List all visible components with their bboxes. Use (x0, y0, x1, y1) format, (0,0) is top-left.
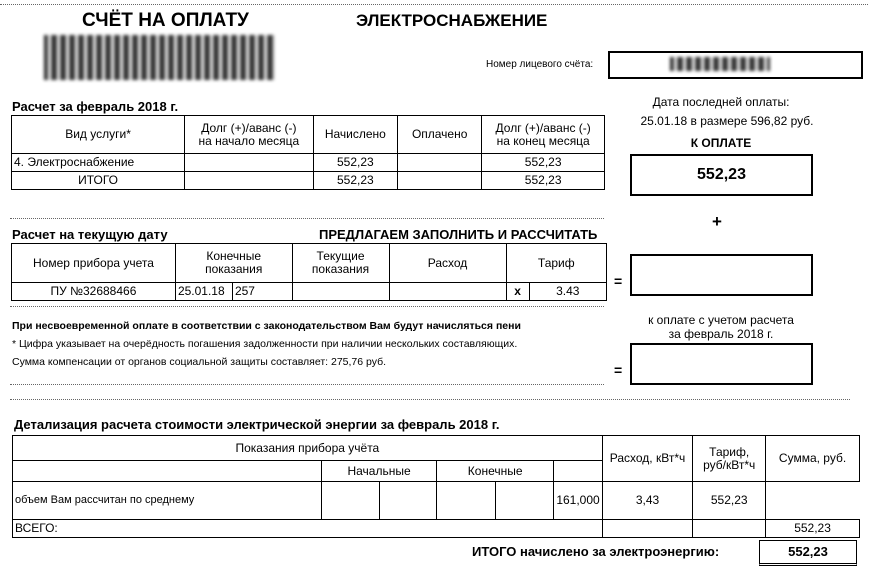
table-row (12, 172, 605, 190)
th-start: Начальные (322, 461, 437, 482)
cell-charged: 552,23 (313, 172, 397, 190)
feb-calc-table (11, 115, 605, 190)
th-end: Конечные (437, 461, 554, 482)
cell-end-a (437, 482, 496, 520)
detail-table (12, 435, 860, 538)
th-paid: Оплачено (398, 116, 482, 154)
top-rule (0, 4, 868, 5)
cell-paid (398, 172, 482, 190)
section-rule (10, 399, 850, 400)
cell-detail-usage: 161,000 (554, 482, 602, 520)
th-tariff-l1: Тариф, (709, 444, 750, 459)
cell-detail-tariff: 3,43 (602, 482, 693, 520)
star-note: * Цифра указывает на очерёдность погашения задолженности при наличии нескольких составляющих. (12, 338, 518, 350)
plus-sign: + (712, 212, 722, 231)
service-title: ЭЛЕКТРОСНАБЖЕНИЕ (356, 11, 548, 30)
th-debt-start-l1: Долг (+)/аванс (-) (201, 120, 297, 135)
th-current-l1: Текущие (316, 249, 365, 263)
section-rule (10, 384, 604, 385)
grand-total-label: ИТОГО начислено за электроэнергию: (472, 544, 720, 559)
cell-debt-end: 552,23 (482, 154, 605, 172)
to-pay-label: К ОПЛАТЕ (690, 136, 752, 150)
th-blank (13, 461, 322, 482)
th-service: Вид услуги* (12, 116, 185, 154)
grand-total-value: 552,23 (759, 540, 857, 566)
current-sum-field[interactable] (630, 254, 813, 296)
th-detail-tariff (693, 436, 766, 482)
th-debt-end (482, 116, 605, 154)
current-calc-table (11, 243, 607, 301)
th-current-l2: показания (311, 262, 370, 276)
cell-charged: 552,23 (313, 154, 397, 172)
th-charged: Начислено (313, 116, 397, 154)
th-meter: Номер прибора учета (12, 244, 176, 283)
cell-current-input[interactable] (292, 283, 389, 301)
cell-debt-end: 552,23 (482, 172, 605, 190)
cell-final-value: 257 (232, 283, 292, 301)
last-payment-line1: Дата последней оплаты: (652, 95, 790, 109)
cell-multiply: x (506, 283, 529, 301)
to-pay-value: 552,23 (630, 154, 813, 196)
th-debt-start-l2: на начало месяца (198, 133, 300, 148)
cell-total-tariff (693, 520, 766, 538)
account-number-field (608, 51, 863, 79)
cell-service: ИТОГО (12, 172, 185, 190)
redacted-area (44, 35, 274, 80)
cell-date: 25.01.18 (175, 283, 232, 301)
current-calc-title: Расчет на текущую дату (12, 227, 168, 242)
redacted-account (670, 57, 770, 71)
table-row (12, 283, 607, 301)
th-debt-end-l2: на конец месяца (496, 133, 590, 148)
last-payment-line2: 25.01.18 в размере 596,82 руб. (640, 114, 814, 128)
th-final (175, 244, 292, 283)
cell-debt-start (185, 154, 313, 172)
detail-title: Детализация расчета стоимости электрической энергии за февраль 2018 г. (14, 417, 500, 432)
cell-paid (398, 154, 482, 172)
cell-total-usage (602, 520, 693, 538)
cell-row-label: объем Вам рассчитан по среднему (13, 482, 322, 520)
cell-service: 4. Электроснабжение (12, 154, 185, 172)
th-debt-end-l1: Долг (+)/аванс (-) (495, 120, 591, 135)
table-row (12, 154, 605, 172)
th-final-l2: показания (205, 262, 263, 276)
compensation-note: Сумма компенсации от органов социальной защиты составляет: 275,76 руб. (12, 356, 387, 368)
cell-detail-sum: 552,23 (693, 482, 766, 520)
equals-sign-1: = (614, 273, 623, 289)
account-label: Номер лицевого счёта: (486, 59, 594, 70)
penalty-note: При несвоевременной оплате в соответствии с законодательством Вам будут начисляться пени (12, 320, 521, 332)
th-usage: Расход (389, 244, 506, 283)
with-calc-label-1: к оплате с учетом расчета (648, 313, 794, 327)
cell-start-a (322, 482, 379, 520)
feb-calc-title: Расчет за февраль 2018 г. (12, 99, 179, 114)
cell-end-b (495, 482, 554, 520)
th-readings: Показания прибора учёта (13, 436, 603, 461)
section-rule (10, 218, 604, 219)
th-tariff-l2: руб/кВт*ч (703, 457, 756, 472)
cell-debt-start (185, 172, 313, 190)
th-detail-sum: Сумма, руб. (766, 436, 860, 482)
equals-sign-2: = (614, 362, 623, 378)
cell-total-label: ВСЕГО: (13, 520, 603, 538)
th-tariff: Тариф (506, 244, 606, 283)
table-row (13, 482, 860, 520)
offer-text: ПРЕДЛАГАЕМ ЗАПОЛНИТЬ И РАССЧИТАТЬ (319, 227, 598, 242)
cell-usage-input[interactable] (389, 283, 506, 301)
th-final-l1: Конечные (206, 249, 262, 263)
total-sum-field[interactable] (630, 343, 813, 385)
th-debt-start (185, 116, 313, 154)
cell-tariff: 3.43 (529, 283, 606, 301)
with-calc-label-2: за февраль 2018 г. (668, 327, 774, 341)
th-current (292, 244, 389, 283)
section-rule (10, 306, 604, 307)
invoice-title: СЧЁТ НА ОПЛАТУ (82, 10, 249, 31)
cell-start-b (379, 482, 436, 520)
cell-meter: ПУ №32688466 (12, 283, 176, 301)
th-detail-usage: Расход, кВт*ч (602, 436, 693, 482)
cell-total-sum: 552,23 (766, 520, 860, 538)
table-row (13, 520, 860, 538)
